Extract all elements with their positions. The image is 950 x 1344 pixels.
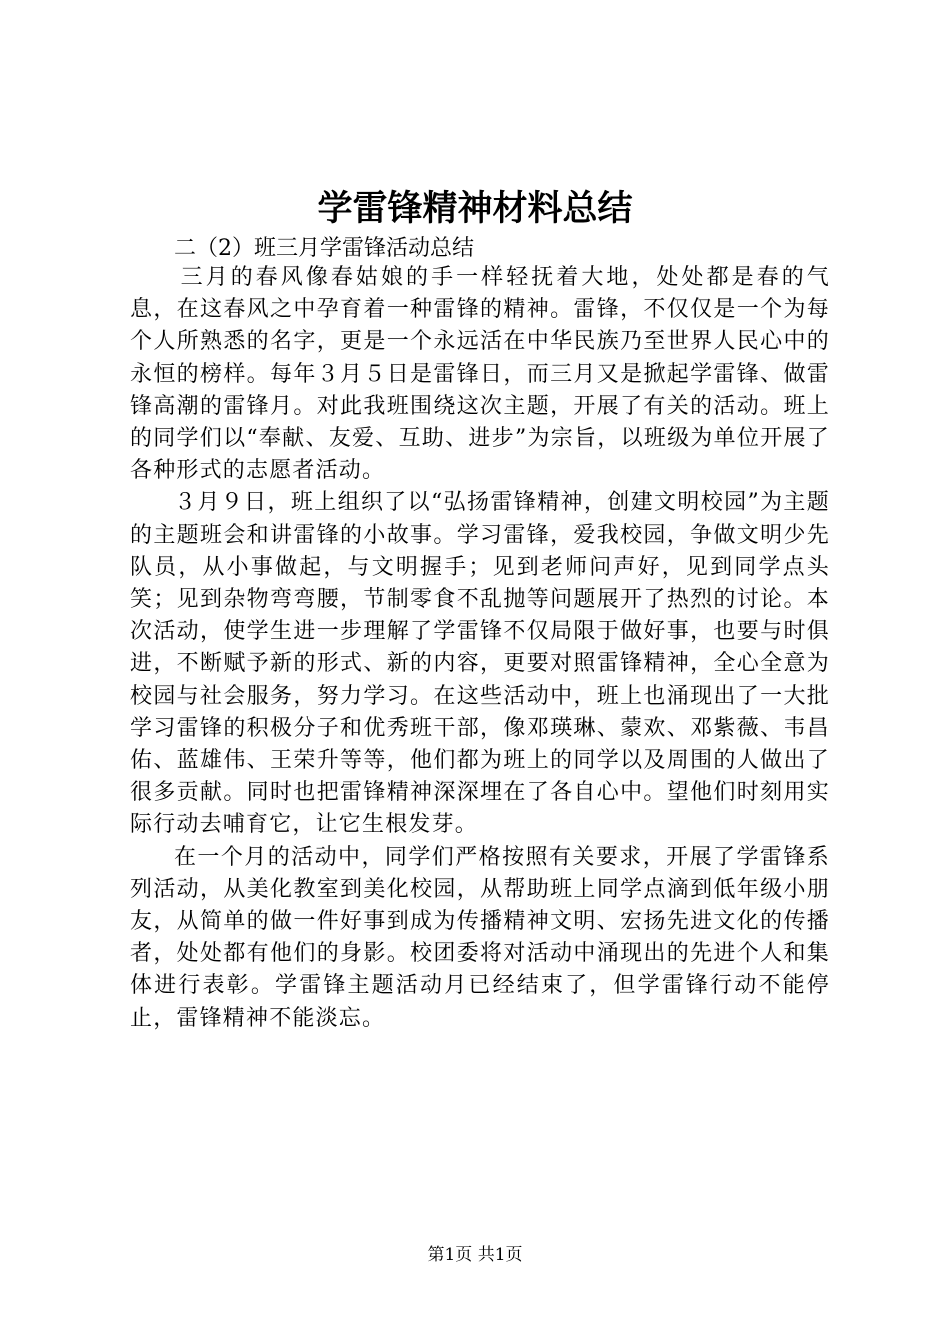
paragraph-conclusion: 在一个月的活动中，同学们严格按照有关要求，开展了学雷锋系列活动，从美化教室到美化校园，从帮助班上同学点滴到低年级小朋友，从简单的做一件好事到成为传播精神文明、宏扬先进文化的传播者，处处都有他们的身影。校团委将对活动中涌现出的先进个人和集体进行表彰。学雷锋主题活动月已经结束了，但学雷锋行动不能停止，雷锋精神不能淡忘。 [130, 844, 830, 1031]
document-title: 学雷锋精神材料总结 [317, 189, 633, 229]
page-number-footer: 第1页 共1页 [427, 1245, 523, 1265]
document-body [130, 262, 830, 1035]
paragraph-class-meeting: ３月９日，班上组织了以“弘扬雷锋精神，创建文明校园”为主题的主题班会和讲雷锋的小故事。学习雷锋，爱我校园，争做文明少先队员，从小事做起，与文明握手；见到老师问声好，见到同学点头笑；见到杂物弯弯腰，节制零食不乱抛等问题展开了热烈的讨论。本次活动，使学生进一步理解了学雷锋不仅局限于做好事，也要与时俱进，不断赋予新的形式、新的内容，更要对照雷锋精神，全心全意为校园与社会服务，努力学习。在这些活动中，班上也涌现出了一大批学习雷锋的积极分子和优秀班干部，像邓瑛琳、蒙欢、邓紫薇、韦昌佑、蓝雄伟、王荣升等等，他们都为班上的同学以及周围的人做出了很多贡献。同时也把雷锋精神深深埋在了各自心中。望他们时刻用实际行动去哺育它，让它生根发芽。 [130, 490, 830, 838]
paragraph-intro: 三月的春风像春姑娘的手一样轻抚着大地，处处都是春的气息，在这春风之中孕育着一种雷锋的精神。雷锋，不仅仅是一个为每个人所熟悉的名字，更是一个永远活在中华民族乃至世界人民心中的永恒的榜样。每年３月５日是雷锋日，而三月又是掀起学雷锋、做雷锋高潮的雷锋月。对此我班围绕这次主题，开展了有关的活动。班上的同学们以“奉献、友爱、互助、进步”为宗旨，以班级为单位开展了各种形式的志愿者活动。 [130, 265, 830, 484]
document-subtitle: 二（2）班三月学雷锋活动总结 [174, 236, 474, 261]
